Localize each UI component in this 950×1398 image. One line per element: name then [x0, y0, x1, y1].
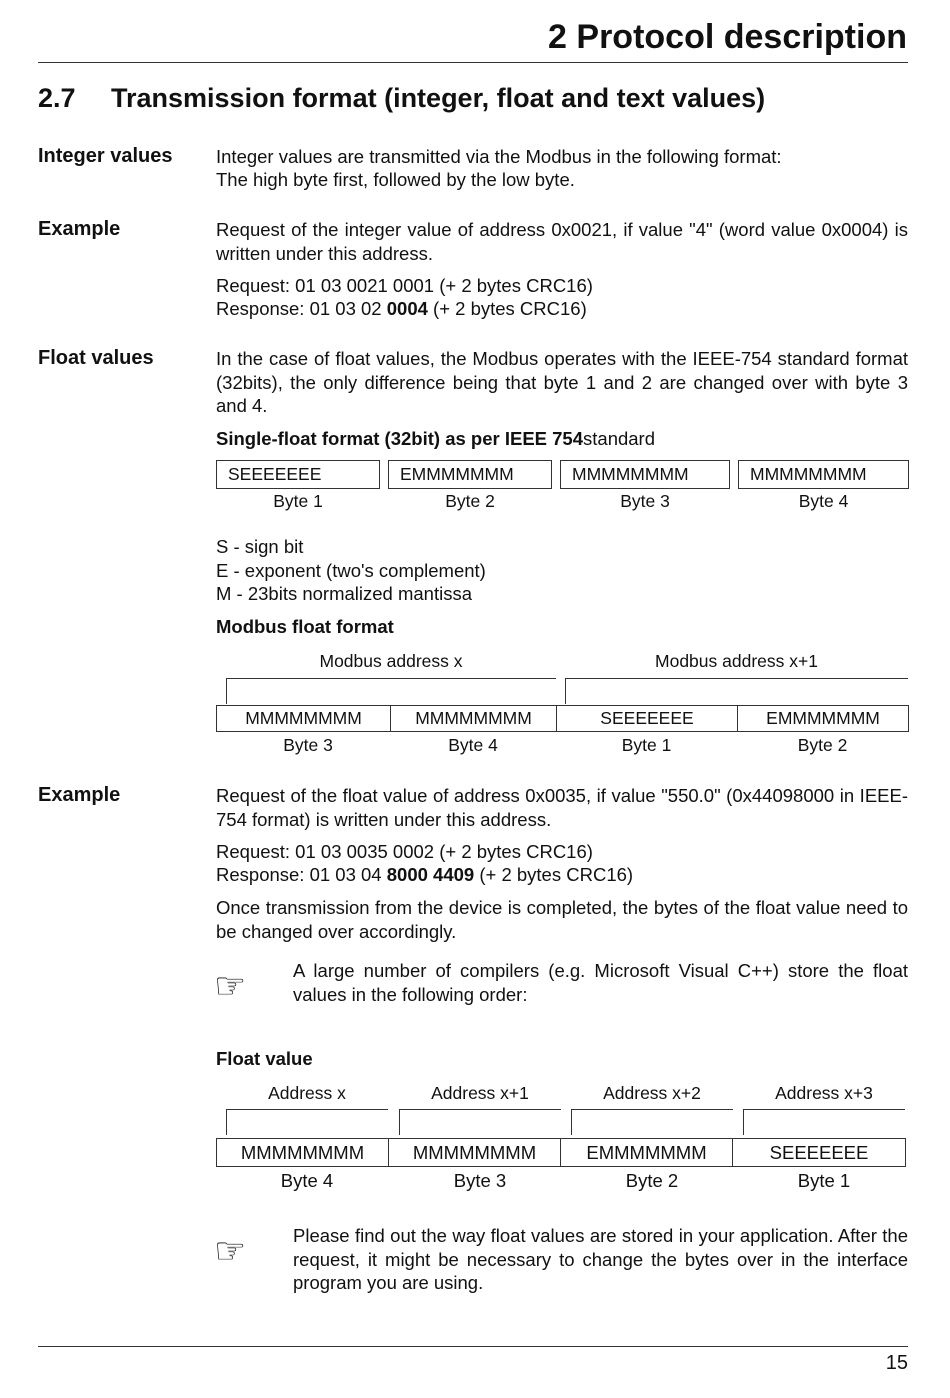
example-2-request: Request: 01 03 0035 0002 (+ 2 bytes CRC16) [216, 841, 593, 862]
legend-mantissa: M - 23bits normalized mantissa [216, 583, 473, 604]
single-float-heading-bold: Single-float format (32bit) as per IEEE 754 [216, 428, 584, 449]
modbus-cell-4: EMMMMMMM [766, 708, 880, 728]
example-2-text: Request of the float value of address 0x0035, if value "550.0" (0x44098000 in IEEE-754 format) is written under this address. [216, 785, 908, 830]
modbus-address-x-bracket [226, 678, 556, 704]
tip-2-text: Please find out the way float values are stored in your application. After the request, it might be necessary to change the bytes over in the interface program you are using. [293, 1225, 908, 1293]
example-1-text: Request of the integer value of address 0x0021, if value "4" (word value 0x0004) is written under this address. [216, 219, 908, 264]
single-byte-2: Byte 2 [445, 491, 495, 511]
float-cell-3: EMMMMMMM [561, 1139, 733, 1166]
modbus-address-x1-bracket [565, 678, 908, 704]
float-value-heading: Float value [216, 1048, 313, 1069]
float-value-row [216, 1138, 906, 1167]
modbus-byte-1: Byte 3 [283, 735, 333, 755]
example-1-request: Request: 01 03 0021 0001 (+ 2 bytes CRC16) [216, 275, 593, 296]
float-byte-3: Byte 2 [625, 1170, 679, 1191]
modbus-float-row [216, 705, 909, 732]
single-box-2: EMMMMMMM [388, 460, 552, 489]
float-byte-4: Byte 1 [797, 1170, 851, 1191]
pointing-hand-icon: ☞ [214, 1230, 247, 1271]
example-1-response [216, 297, 587, 321]
response-value: 0004 [386, 298, 428, 319]
response-suffix: (+ 2 bytes CRC16) [474, 864, 634, 885]
single-float-heading [216, 427, 655, 451]
section-number: 2.7 [38, 83, 76, 113]
modbus-cell-3: SEEEEEEE [557, 706, 738, 732]
float-address-x2-bracket [571, 1109, 733, 1135]
legend-exponent: E - exponent (two's complement) [216, 560, 486, 581]
header-rule [38, 62, 908, 63]
single-byte-3: Byte 3 [620, 491, 670, 511]
float-address-x1-bracket [399, 1109, 561, 1135]
single-box-4: MMMMMMMM [738, 460, 909, 489]
modbus-float-heading: Modbus float format [216, 616, 394, 637]
response-prefix: Response: 01 03 04 [216, 864, 387, 885]
response-suffix: (+ 2 bytes CRC16) [427, 298, 587, 319]
integer-line-2: The high byte first, followed by the low byte. [216, 169, 575, 190]
float-values-label: Float values [38, 347, 154, 369]
float-values-text: In the case of float values, the Modbus operates with the IEEE-754 standard format (32bits), the only difference being that byte 1 and 2 are changed over with byte 3 and 4. [216, 348, 908, 416]
example-2-label: Example [38, 784, 121, 806]
modbus-address-x1: Modbus address x+1 [655, 651, 818, 671]
float-cell-4: SEEEEEEE [769, 1142, 869, 1163]
response-value: 8000 4409 [386, 864, 475, 885]
single-box-1: SEEEEEEE [216, 460, 380, 489]
single-float-heading-rest: standard [583, 428, 656, 449]
pointing-hand-icon: ☞ [214, 965, 247, 1006]
page-number: 15 [885, 1352, 908, 1374]
float-address-x: Address x [268, 1083, 346, 1103]
float-address-x1: Address x+1 [431, 1083, 529, 1103]
float-address-x3: Address x+3 [775, 1083, 873, 1103]
single-byte-1: Byte 1 [273, 491, 323, 511]
example-2-response [216, 863, 633, 887]
single-box-3: MMMMMMMM [560, 460, 730, 489]
footer-rule [38, 1346, 908, 1347]
integer-line-1: Integer values are transmitted via the Modbus in the following format: [216, 146, 782, 167]
float-address-x2: Address x+2 [603, 1083, 701, 1103]
single-byte-4: Byte 4 [798, 491, 849, 511]
modbus-byte-2: Byte 4 [448, 735, 498, 755]
modbus-byte-3: Byte 1 [621, 735, 672, 755]
chapter-title: 2 Protocol description [548, 18, 907, 56]
float-cell-1: MMMMMMMM [217, 1139, 389, 1166]
tip-1-text: A large number of compilers (e.g. Microsoft Visual C++) store the float values in the following order: [293, 960, 908, 1005]
section-title: Transmission format (integer, float and text values) [111, 83, 766, 113]
float-cell-2: MMMMMMMM [389, 1139, 561, 1166]
legend-sign: S - sign bit [216, 536, 304, 557]
float-byte-2: Byte 3 [453, 1170, 507, 1191]
integer-values-label: Integer values [38, 145, 173, 167]
float-byte-1: Byte 4 [280, 1170, 334, 1191]
example-2-note: Once transmission from the device is completed, the bytes of the float value need to be changed over accordingly. [216, 897, 908, 942]
float-address-x3-bracket [743, 1109, 905, 1135]
modbus-cell-2: MMMMMMMM [391, 706, 557, 732]
modbus-cell-1: MMMMMMMM [217, 706, 391, 732]
response-prefix: Response: 01 03 02 [216, 298, 387, 319]
example-1-label: Example [38, 218, 121, 240]
float-address-x-bracket [226, 1109, 388, 1135]
modbus-address-x: Modbus address x [319, 651, 463, 671]
modbus-byte-4: Byte 2 [797, 735, 848, 755]
